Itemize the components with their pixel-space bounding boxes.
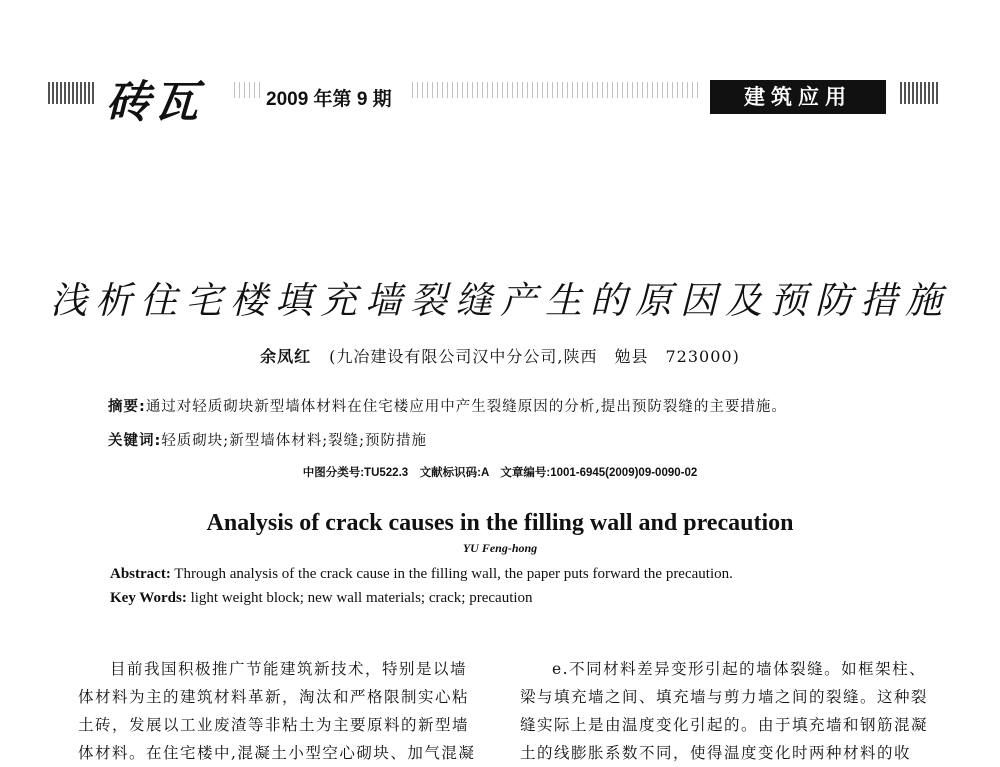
keywords-cn-label: 关键词: <box>108 433 162 449</box>
keywords-cn-text: 轻质砌块;新型墙体材料;裂缝;预防措施 <box>161 433 427 449</box>
journal-name: 砖瓦 <box>106 77 202 128</box>
abstract-en-label: Abstract: <box>110 566 171 582</box>
abstract-cn-text: 通过对轻质砌块新型墙体材料在住宅楼应用中产生裂缝原因的分析,提出预防裂缝的主要措施。 <box>145 399 787 415</box>
body-line: 梁与填充墙之间、填充墙与剪力墙之间的裂缝。这种裂 <box>520 688 929 706</box>
header-ornament-dots <box>234 82 260 98</box>
section-tag: 建筑应用 <box>710 80 886 114</box>
body-line: 缝实际上是由温度变化引起的。由于填充墙和钢筋混凝 <box>520 716 929 734</box>
keywords-cn <box>108 429 948 450</box>
keywords-en <box>110 590 950 607</box>
article-title-cn: 浅析住宅楼填充墙裂缝产生的原因及预防措施 <box>50 279 950 322</box>
abstract-en <box>110 566 950 583</box>
author-name-cn: 余凤红 <box>260 347 312 366</box>
keywords-en-label: Key Words: <box>110 590 187 606</box>
article-title-en: Analysis of crack causes in the filling wall and precaution <box>206 510 794 536</box>
running-header <box>48 62 958 126</box>
classification-line: 中图分类号:TU522.3 文献标识码:A 文章编号:1001-6945(2009)09-0090-02 <box>302 467 698 479</box>
header-ornament-right <box>900 82 940 104</box>
author-name-en: YU Feng-hong <box>462 541 538 555</box>
body-line: e.不同材料差异变形引起的墙体裂缝。如框架柱、 <box>552 660 927 678</box>
abstract-en-text: Through analysis of the crack cause in the filling wall, the paper puts forward the precaution. <box>170 566 733 582</box>
body-line: 目前我国积极推广节能建筑新技术，特别是以墙 <box>110 660 468 678</box>
header-ornament-rule <box>412 82 698 98</box>
keywords-en-text: light weight block; new wall materials; crack; precaution <box>186 590 533 606</box>
body-line: 体材料为主的建筑材料革新，淘汰和严格限制实心粘 <box>78 688 470 706</box>
abstract-cn <box>108 395 948 416</box>
body-column-right <box>520 655 940 767</box>
header-ornament-left <box>48 82 94 104</box>
body-line: 土的线膨胀系数不同，使得温度变化时两种材料的收 <box>520 744 912 762</box>
author-affiliation-cn: (九冶建设有限公司汉中分公司,陕西 勉县 723000) <box>329 347 740 366</box>
author-line-cn <box>0 344 1000 367</box>
body-line: 土砖，发展以工业废渣等非粘土为主要原料的新型墙 <box>78 716 470 734</box>
issue-number: 2009 年第 9 期 <box>266 89 392 110</box>
body-column-left <box>78 655 498 767</box>
abstract-cn-label: 摘要: <box>108 399 146 415</box>
body-line: 体材料。在住宅楼中,混凝土小型空心砌块、加气混凝 <box>78 744 476 762</box>
